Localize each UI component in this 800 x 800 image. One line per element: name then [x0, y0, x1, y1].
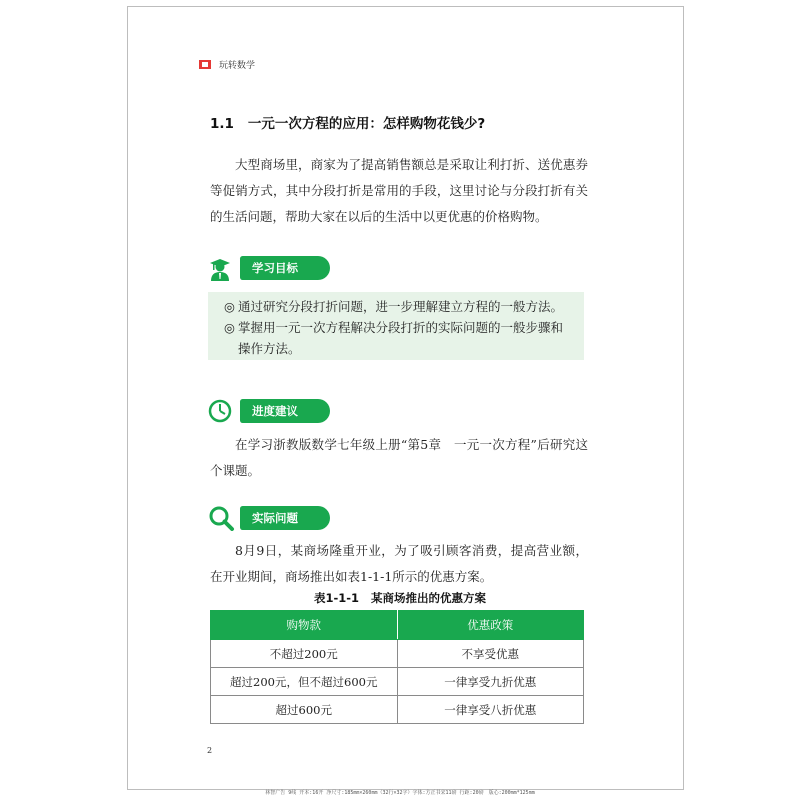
running-header — [199, 56, 255, 72]
table-caption — [0, 590, 800, 606]
learning-goals-label — [208, 255, 330, 281]
table-header-cell: 优惠政策 — [397, 611, 584, 640]
goal-item — [224, 317, 574, 359]
section-title-text: 一元一次方程的应用：怎样购物花钱少? — [247, 116, 486, 132]
table-cell: 一律享受九折优惠 — [397, 668, 584, 696]
table-row — [211, 640, 584, 668]
table-row — [211, 668, 584, 696]
problem-pill: 实际问题 — [240, 506, 330, 530]
progress-label — [208, 398, 330, 424]
table-caption-title: 某商场推出的优惠方案 — [371, 591, 487, 605]
goal-text: 掌握用一元一次方程解决分段打折的实际问题的一般步骤和操作方法。 — [238, 320, 564, 356]
section-number: 1.1 — [210, 116, 234, 132]
table-caption-number: 表1-1-1 — [313, 591, 360, 605]
problem-paragraph: 8月9日，某商场隆重开业，为了吸引顾客消费，提高营业额，在开业期间，商场推出如表1-1-1所示的优惠方案。 — [210, 543, 588, 584]
offer-table — [210, 610, 584, 724]
table-row — [211, 696, 584, 724]
table-cell: 不超过200元 — [211, 640, 398, 668]
teacher-icon — [208, 255, 236, 281]
table-cell: 超过600元 — [211, 696, 398, 724]
goal-item — [224, 296, 574, 317]
learning-goals-box — [208, 292, 584, 360]
intro-paragraph: 大型商场里，商家为了提高销售额总是采取让利打折、送优惠券等促销方式，其中分段打折是常用的手段，这里讨论与分段打折有关的生活问题，帮助大家在以后的生活中以更优惠的价格购物。 — [210, 157, 588, 224]
problem-label — [208, 505, 330, 531]
print-footer: 林智广告 9线 开本:16开 净尺寸:185mm×260mm（32行×32字）字体:方正书宋11磅 行距:20磅 版心:200mm*125mm — [265, 790, 535, 796]
progress-paragraph: 在学习浙教版数学七年级上册“第5章 一元一次方程”后研究这个课题。 — [210, 437, 588, 478]
table-cell: 超过200元，但不超过600元 — [211, 668, 398, 696]
table-cell: 不享受优惠 — [397, 640, 584, 668]
table-header-cell: 购物款 — [211, 611, 398, 640]
book-title: 玩转数学 — [219, 60, 256, 71]
clock-icon — [208, 398, 236, 424]
table-header-row — [211, 611, 584, 640]
goal-bullet: ◎ — [224, 299, 235, 314]
goal-bullet: ◎ — [224, 320, 235, 335]
section-title — [210, 112, 485, 132]
table-cell: 一律享受八折优惠 — [397, 696, 584, 724]
progress-pill: 进度建议 — [240, 399, 330, 423]
goal-text: 通过研究分段打折问题，进一步理解建立方程的一般方法。 — [238, 299, 564, 314]
magnifier-icon — [208, 505, 236, 531]
learning-goals-pill: 学习目标 — [240, 256, 330, 280]
book-logo-icon — [199, 60, 211, 69]
page-number: 2 — [207, 746, 213, 755]
